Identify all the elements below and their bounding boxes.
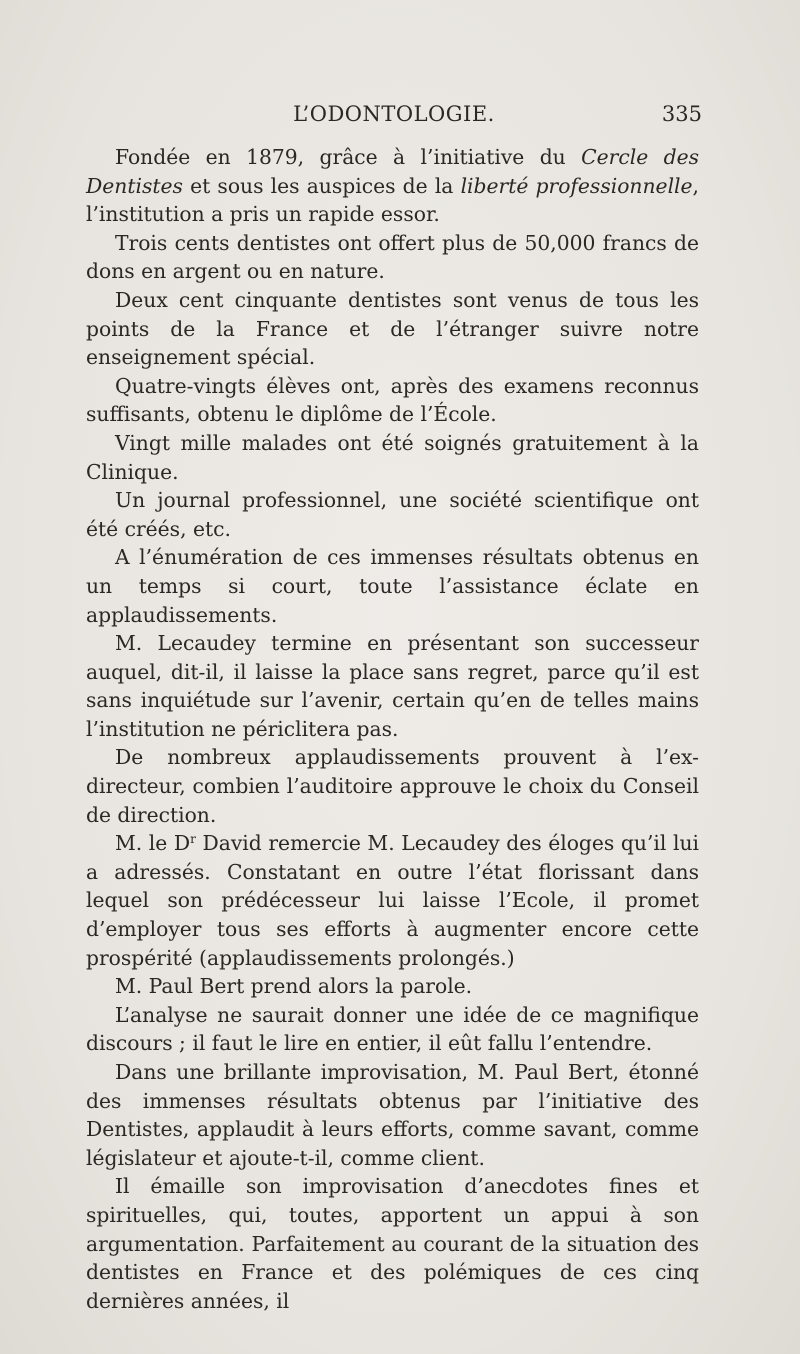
paragraph-9: De nombreux applaudissements prouvent à l’ex-directeur, combien l’auditoire approuve le choix du Conseil de direction.: [86, 745, 699, 827]
paragraph-5: Vingt mille malades ont été soignés gratuitement à la Clinique.: [86, 430, 699, 484]
paragraph-2: Trois cents dentistes ont offert plus de 50,000 francs de dons en argent ou en nature.: [86, 230, 699, 284]
paragraph-10-text-a: M. le D: [115, 831, 191, 856]
paragraph-1-text-c: , l’institution a pris un rapide essor.: [86, 173, 699, 227]
paragraph-10: [86, 829, 699, 972]
paragraph-12: L’analyse ne saurait donner une idée de ce magnifique discours ; il faut le lire en entier, il eût fallu l’entendre.: [86, 1002, 699, 1056]
body-text: [86, 143, 699, 1315]
cercle-des-dentistes-italic: Cercle des Dentistes: [86, 145, 699, 198]
paragraph-7: A l’énumération de ces immenses résultats obtenus en un temps si court, toute l’assistance éclate en applaudissements.: [86, 545, 699, 627]
paragraph-11: M. Paul Bert prend alors la parole.: [115, 974, 473, 999]
paragraph-3: Deux cent cinquante dentistes sont venus de tous les points de la France et de l’étranger suivre notre enseignement spécial.: [86, 287, 699, 370]
paragraph-6: Un journal professionnel, une société scientifique ont été créés, etc.: [86, 488, 699, 541]
page-header: [86, 102, 702, 132]
paragraph-1-text-a: Fondée en 1879, grâce à l’initiative du: [115, 145, 582, 169]
paragraph-13: Dans une brillante improvisation, M. Paul Bert, étonné des immenses résultats obtenus par l’initiative des Dentistes, applaudit à leurs efforts, comme savant, comme législateur et ajoute-t-il, comme client.: [86, 1060, 699, 1170]
paragraph-8: M. Lecaudey termine en présentant son successeur auquel, dit-il, il laisse la place sans regret, parce qu’il est sans inquiétude sur l’avenir, certain qu’en de telles mains l’institution ne périclitera pas.: [86, 631, 699, 741]
page-number: 335: [661, 102, 702, 126]
doctor-superscript: r: [190, 832, 196, 847]
running-title: L’ODONTOLOGIE.: [293, 102, 495, 126]
liberte-professionnelle-italic: liberté professionnelle: [460, 173, 693, 198]
paragraph-1: [86, 143, 699, 229]
paragraph-1-text-b: et sous les auspices de la: [182, 173, 461, 198]
paragraph-14: Il émaille son improvisation d’anecdotes fines et spirituelles, qui, toutes, apportent un appui à son argumentation. Parfaitement au courant de la situation des dentistes en France et des polémiques de ces cinq dernières années, il: [86, 1174, 699, 1313]
paragraph-4: Quatre-vingts élèves ont, après des examens reconnus suffisants, obtenu le diplôme de l’École.: [86, 373, 699, 427]
paragraph-10-text-b: David remercie M. Lecaudey des éloges qu’il lui a adressés. Constatant en outre l’état florissant dans lequel son prédécesseur lui laisse l’Ecole, il promet d’employer tous ses efforts à augmenter encore cette prospérité (applaudissements prolongés.): [86, 831, 700, 970]
